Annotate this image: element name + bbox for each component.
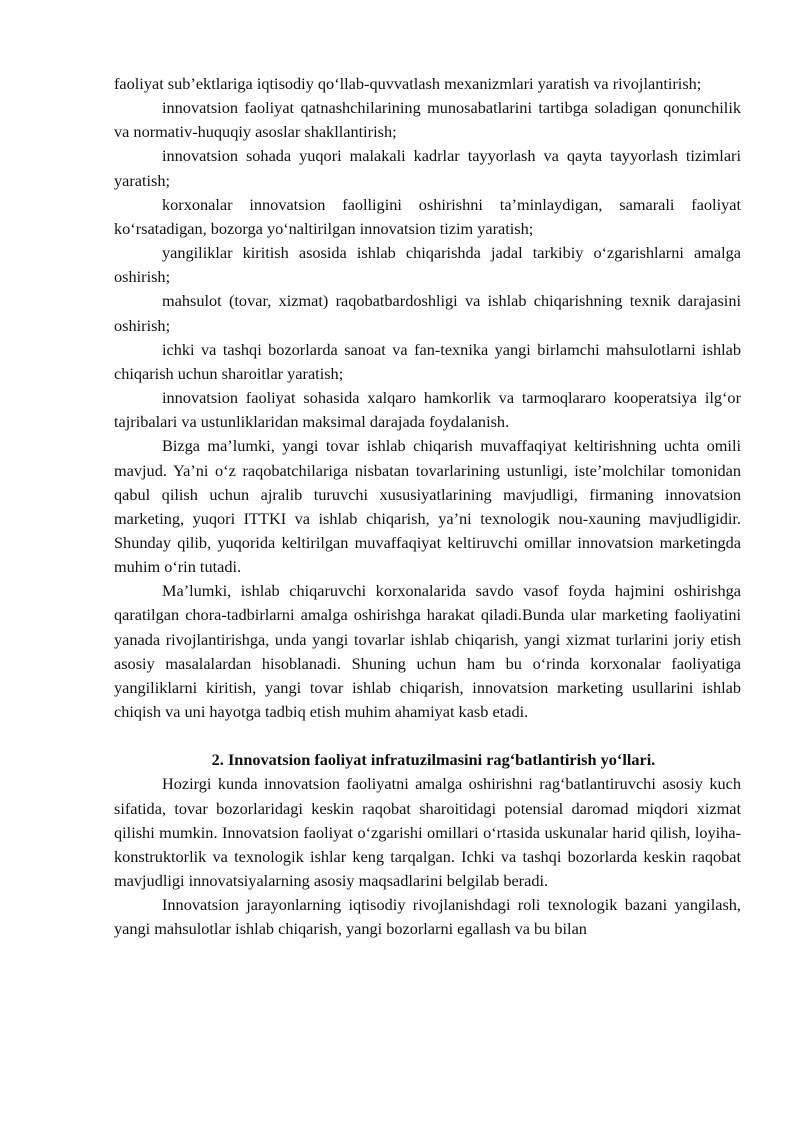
paragraph: Hozirgi kunda innovatsion faoliyatni amalga oshirishni rag‘batlantiruvchi asosiy kuch sifatida, tovar bozorlaridagi keskin raqobat sharoitidagi potensial daromad miqdori xizmat qilishi mumkin. Innovatsion faoliyat o‘zgarishi omillari o‘rtasida uskunalar harid qilish, loyiha-konstruktorlik va texnologik ishlar keng tarqalgan. Ichki va tashqi bozorlarda keskin raqobat mavjudligi innovatsiyalarning asosiy maqsadlarini belgilab beradi.	[114, 774, 741, 890]
paragraph: mahsulot (tovar, xizmat) raqobatbardoshligi va ishlab chiqarishning texnik darajasini oshirish;	[114, 291, 741, 335]
paragraph: yangiliklar kiritish asosida ishlab chiqarishda jadal tarkibiy o‘zgarishlarni amalga oshirish;	[114, 243, 741, 287]
paragraph: ichki va tashqi bozorlarda sanoat va fan-texnika yangi birlamchi mahsulotlarni ishlab chiqarish uchun sharoitlar yaratish;	[114, 339, 741, 383]
paragraph: korxonalar innovatsion faolligini oshirishni ta’minlaydigan, samarali faoliyat ko‘rsatadigan, bozorga yo‘naltirilgan innovatsion tizim yaratish;	[114, 194, 741, 238]
paragraph: faoliyat sub’ektlariga iqtisodiy qo‘llab-quvvatlash mexanizmlari yaratish va rivojlantirish;	[114, 74, 702, 93]
paragraph: innovatsion faoliyat qatnashchilarining munosabatlarini tartibga soladigan qonunchilik va normativ-huquqiy asoslar shakllantirish;	[114, 98, 741, 142]
paragraph: Bizga ma’lumki, yangi tovar ishlab chiqarish muvaffaqiyat keltirishning uchta omili mavjud. Ya’ni o‘z raqobatchilariga nisbatan tovarlarining ustunligi, iste’molchilar tomonidan qabul qilish uchun ajralib turuvchi xususiyatlarining mavjudligi, firmaning innovatsion marketing, yuqori ITTKI va ishlab chiqarish, ya’ni texnologik nou-xauning mavjudligidir. Shunday qilib, yuqorida keltirilgan muvaffaqiyat keltiruvchi omillar innovatsion marketingda muhim o‘rin tutadi.	[114, 436, 741, 577]
paragraph: innovatsion sohada yuqori malakali kadrlar tayyorlash va qayta tayyorlash tizimlari yaratish;	[114, 146, 741, 190]
paragraph: Innovatsion jarayonlarning iqtisodiy rivojlanishdagi roli texnologik bazani yangilash, yangi mahsulotlar ishlab chiqarish, yangi bozorlarni egallash va bu bilan	[114, 895, 741, 939]
section-heading: 2. Innovatsion faoliyat infratuzilmasini rag‘batlantirish yo‘llari.	[211, 750, 656, 770]
paragraph: Ma’lumki, ishlab chiqaruvchi korxonalarida savdo vasof foyda hajmini oshirishga qaratilgan chora-tadbirlarni amalga oshirishga harakat qiladi.Bunda ular marketing faoliyatini yanada rivojlantirishga, unda yangi tovarlar ishlab chiqarish, yangi xizmat turlarini joriy etish asosiy masalalardan hisoblanadi. Shuning uchun ham bu o‘rinda korxonalar faoliyatiga yangiliklarni kiritish, yangi tovar ishlab chiqarish, innovatsion marketing usullarini ishlab chiqish va uni hayotga tadbiq etish muhim ahamiyat kasb etadi.	[114, 581, 741, 722]
paragraph: innovatsion faoliyat sohasida xalqaro hamkorlik va tarmoqlararo kooperatsiya ilg‘or tajribalari va ustunliklaridan maksimal darajada foydalanish.	[114, 388, 741, 432]
document-page	[114, 72, 741, 941]
